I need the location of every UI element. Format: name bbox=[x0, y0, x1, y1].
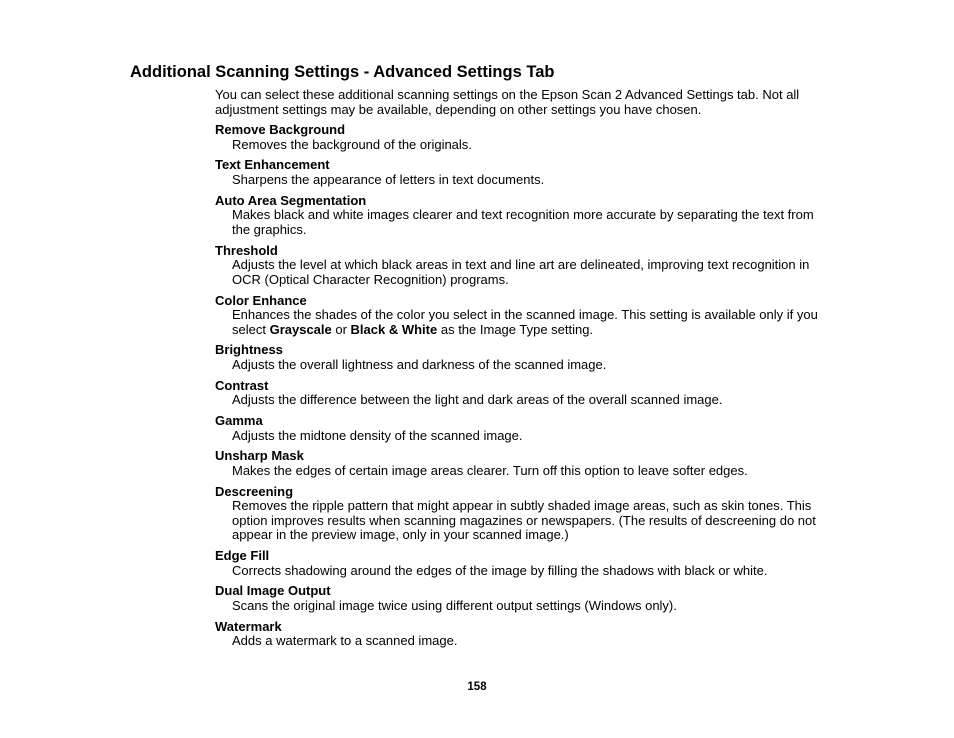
setting-name: Text Enhancement bbox=[215, 157, 330, 173]
setting-remove-background bbox=[215, 123, 827, 152]
setting-name: Contrast bbox=[215, 377, 269, 393]
settings-content bbox=[215, 88, 827, 655]
setting-description: Adds a watermark to a scanned image. bbox=[232, 633, 458, 649]
setting-name: Unsharp Mask bbox=[215, 448, 304, 464]
setting-description bbox=[215, 308, 827, 337]
setting-name: Dual Image Output bbox=[215, 583, 331, 599]
setting-description: Adjusts the midtone density of the scanned image. bbox=[232, 427, 523, 443]
setting-gamma bbox=[215, 414, 827, 443]
setting-description: Sharpens the appearance of letters in text documents. bbox=[232, 172, 545, 188]
setting-color-enhance bbox=[215, 294, 827, 338]
setting-name: Watermark bbox=[215, 618, 282, 634]
page-title: Additional Scanning Settings - Advanced Settings Tab bbox=[130, 63, 555, 81]
setting-description: Adjusts the difference between the light and dark areas of the overall scanned image. bbox=[232, 392, 723, 408]
setting-description: Scans the original image twice using different output settings (Windows only). bbox=[232, 597, 677, 613]
setting-unsharp-mask bbox=[215, 449, 827, 478]
setting-name: Edge Fill bbox=[215, 547, 270, 563]
description-text: or bbox=[331, 321, 351, 337]
image-type-grayscale: Grayscale bbox=[269, 321, 332, 337]
setting-descreening bbox=[215, 485, 827, 543]
setting-description: Adjusts the level at which black areas in text and line art are delineated, improving text recognition in OCR (Optical Character Recognition) programs. bbox=[232, 257, 810, 287]
setting-threshold bbox=[215, 244, 827, 288]
page-number: 158 bbox=[467, 681, 487, 693]
intro-paragraph: You can select these additional scanning settings on the Epson Scan 2 Advanced Settings tab. Not all adjustment settings may be available, depending on other settings you have chosen. bbox=[215, 87, 800, 117]
setting-name: Gamma bbox=[215, 412, 263, 428]
setting-name: Brightness bbox=[215, 342, 283, 358]
setting-description: Removes the background of the originals. bbox=[232, 136, 472, 152]
setting-name: Threshold bbox=[215, 242, 278, 258]
setting-description: Removes the ripple pattern that might appear in subtly shaded image areas, such as skin tones. This option improves results when scanning magazines or newspapers. (The results of descreening do not appear in the preview image, only in your scanned image.) bbox=[232, 498, 816, 543]
setting-description: Makes black and white images clearer and text recognition more accurate by separating the text from the graphics. bbox=[232, 207, 814, 237]
setting-contrast bbox=[215, 379, 827, 408]
description-text: as the Image Type setting. bbox=[437, 321, 594, 337]
image-type-black-white: Black & White bbox=[350, 321, 438, 337]
setting-name: Color Enhance bbox=[215, 292, 307, 308]
setting-description: Makes the edges of certain image areas clearer. Turn off this option to leave softer edges. bbox=[232, 462, 748, 478]
setting-description: Corrects shadowing around the edges of the image by filling the shadows with black or white. bbox=[232, 562, 768, 578]
setting-edge-fill bbox=[215, 549, 827, 578]
setting-dual-image-output bbox=[215, 584, 827, 613]
setting-brightness bbox=[215, 343, 827, 372]
setting-name: Descreening bbox=[215, 483, 294, 499]
setting-description: Adjusts the overall lightness and darkness of the scanned image. bbox=[232, 356, 607, 372]
setting-name: Auto Area Segmentation bbox=[215, 192, 367, 208]
description-text: Enhances the shades of the color you select in the scanned image. This setting is available only if you select bbox=[232, 307, 818, 337]
setting-auto-area-segmentation bbox=[215, 194, 827, 238]
setting-text-enhancement bbox=[215, 158, 827, 187]
setting-name: Remove Background bbox=[215, 122, 346, 138]
setting-watermark bbox=[215, 620, 827, 649]
